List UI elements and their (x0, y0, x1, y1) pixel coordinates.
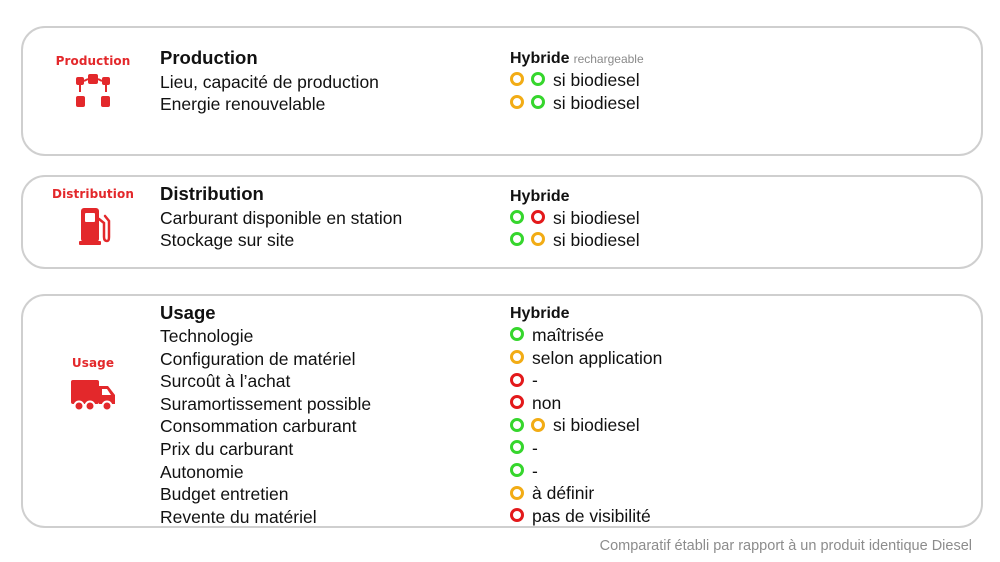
green-rating-icon (531, 95, 545, 109)
red-rating-icon (531, 210, 545, 224)
hub-network-icon (71, 72, 115, 112)
usage-criterion: Configuration de matériel (160, 348, 356, 369)
usage-value-text: pas de visibilité (532, 505, 651, 526)
usage-criterion: Autonomie (160, 461, 244, 482)
usage-value-text: maîtrisée (532, 325, 604, 345)
orange-rating-icon (510, 350, 524, 364)
orange-rating-icon (531, 232, 545, 246)
production-value-row (510, 92, 640, 114)
usage-value-text: si biodiesel (553, 415, 640, 436)
distribution-title: Distribution (160, 183, 264, 204)
usage-value-text: non (532, 392, 562, 413)
usage-value-title: Hybride (510, 305, 570, 322)
usage-value-text: - (532, 370, 538, 391)
red-rating-icon (510, 395, 524, 409)
usage-criterion: Consommation carburant (160, 416, 357, 437)
production-value-title-text: Hybride (510, 50, 570, 67)
orange-rating-icon (510, 486, 524, 500)
production-value-row (510, 69, 640, 91)
production-criterion-2: Energie renouvelable (160, 94, 326, 114)
green-rating-icon (510, 232, 524, 246)
usage-criterion: Surcoût à l’achat (160, 371, 291, 392)
production-card (21, 26, 983, 156)
usage-value-row (510, 369, 538, 391)
usage-value-row (510, 414, 640, 436)
truck-icon (69, 374, 117, 414)
fuel-pump-icon (73, 205, 113, 249)
usage-value-row (510, 505, 651, 527)
distribution-value-row (510, 229, 640, 251)
production-value-subtitle: rechargeable (573, 52, 644, 66)
distribution-value-text: si biodiesel (553, 208, 640, 228)
usage-card (21, 294, 983, 528)
usage-category-label: Usage (71, 356, 115, 370)
usage-value-text: - (532, 460, 538, 481)
orange-rating-icon (531, 418, 545, 432)
production-value-text: si biodiesel (553, 93, 640, 113)
usage-value-row (510, 437, 538, 459)
production-value-text: si biodiesel (553, 70, 640, 90)
green-rating-icon (510, 327, 524, 341)
red-rating-icon (510, 508, 524, 522)
red-rating-icon (510, 373, 524, 387)
distribution-criterion-2: Stockage sur site (160, 230, 295, 250)
usage-criterion: Budget entretien (160, 484, 289, 505)
distribution-category (45, 187, 141, 249)
usage-title: Usage (160, 302, 216, 323)
distribution-value-text: si biodiesel (553, 230, 640, 250)
green-rating-icon (510, 440, 524, 454)
distribution-category-label: Distribution (52, 187, 134, 201)
green-rating-icon (510, 418, 524, 432)
usage-value-row (510, 324, 604, 346)
usage-value-row (510, 347, 662, 369)
usage-criterion: Suramortissement possible (160, 393, 372, 414)
green-rating-icon (510, 210, 524, 224)
usage-criterion: Prix du carburant (160, 439, 294, 459)
usage-criterion: Technologie (160, 326, 254, 346)
usage-value-row (510, 482, 594, 504)
production-criterion-1: Lieu, capacité de production (160, 72, 379, 92)
orange-rating-icon (510, 95, 524, 109)
green-rating-icon (531, 72, 545, 86)
usage-value-row (510, 392, 561, 414)
distribution-value-title: Hybride (510, 188, 570, 205)
distribution-card (21, 175, 983, 269)
production-value-title (510, 48, 644, 70)
usage-value-text: selon application (532, 347, 663, 368)
footnote: Comparatif établi par rapport à un produit identique Diesel (599, 538, 972, 554)
distribution-value-row (510, 207, 640, 229)
green-rating-icon (510, 463, 524, 477)
usage-category (45, 356, 141, 414)
distribution-criterion-1: Carburant disponible en station (160, 208, 403, 228)
usage-value-text: à définir (532, 483, 595, 504)
usage-value-row (510, 460, 538, 482)
production-title: Production (160, 47, 258, 68)
production-category (45, 54, 141, 112)
usage-criterion: Revente du matériel (160, 506, 317, 527)
production-category-label: Production (55, 54, 131, 68)
usage-value-text: - (532, 438, 538, 458)
orange-rating-icon (510, 72, 524, 86)
